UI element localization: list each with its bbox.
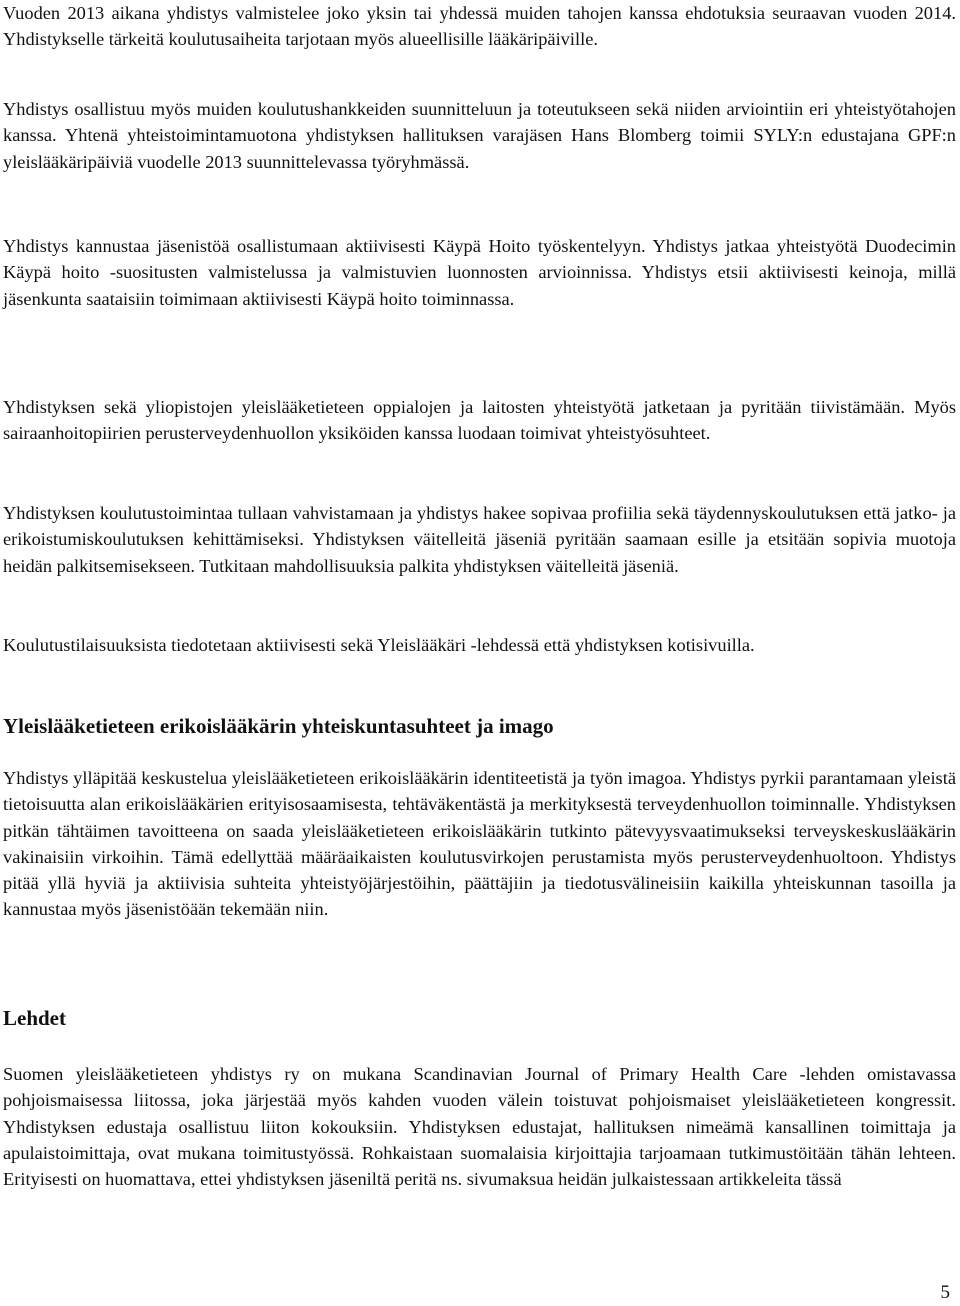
paragraph-koulutusaiheet: Vuoden 2013 aikana yhdistys valmistelee joko yksin tai yhdessä muiden tahojen kanssa ehdotuksia seuraavan vuoden 2014. Yhdistykselle tärkeitä koulutusaiheita tarjotaan myös alueellisille lääkäripäiville.: [3, 3, 956, 50]
paragraph-koulutustoiminta: Yhdistyksen koulutustoimintaa tullaan vahvistamaan ja yhdistys hakee sopivaa profiilia sekä täydennyskoulutuksen että jatko- ja erikoistumiskoulutuksen kehittämiseksi. Yhdistyksen väitelleitä jäseniä pyritään saamaan esille ja etsitään sopivia muotoja heidän palkitsemisekseen. Tutkitaan mahdollisuuksia palkita yhdistyksen väitelleitä jäseniä.: [3, 503, 956, 576]
paragraph-imago: Yhdistys ylläpitää keskustelua yleislääketieteen erikoislääkärin identiteetistä ja työn imagoa. Yhdistys pyrkii parantamaan yleistä tietoisuutta alan erikoislääkärien erityisosaamisesta, tehtäväkentästä ja merkityksestä terveydenhuollon toiminnalle. Yhdistyksen pitkän tähtäimen tavoitteena on saada yleislääketieteen erikoislääkärin tutkinto pätevyysvaatimukseksi terveyskeskuslääkärin vakinaisiin virkoihin. Tämä edellyttää määräaikaisten koulutusvirkojen perustamista myös perusterveydenhuoltoon. Yhdistys pitää yllä hyviä ja aktiivisia suhteita yhteistyöjärjestöihin, päättäjiin ja tiedotusvälineisiin kaikilla yhteiskunnan tasoilla ja kannustaa myös jäsenistöään tekemään niin.: [3, 768, 956, 920]
section-heading-yhteiskuntasuhteet: Yleislääketieteen erikoislääkärin yhteiskuntasuhteet ja imago: [3, 714, 554, 738]
paragraph-tiedottaminen: Koulutustilaisuuksista tiedotetaan aktiivisesti sekä Yleislääkäri -lehdessä että yhdistyksen kotisivuilla.: [3, 635, 755, 655]
paragraph-lehdet: Suomen yleislääketieteen yhdistys ry on mukana Scandinavian Journal of Primary Health Care -lehden omistavassa pohjoismaisessa liitossa, joka järjestää myös kahden vuoden välein toistuvat pohjoismaiset yleislääketieteen kongressit. Yhdistyksen edustaja osallistuu liiton kokouksiin. Yhdistyksen edustajat, hallituksen nimeämä kansallinen toimittaja ja apulaistoimittaja, ovat mukana toimitustyössä. Rohkaistaan suomalaisia kirjoittajia tarjoamaan tutkimustöitään tähän lehteen. Erityisesti on huomattava, ettei yhdistyksen jäseniltä peritä ns. sivumaksua heidän julkaistessaan artikkeleita tässä: [3, 1064, 956, 1190]
document-page: [3, 0, 956, 1306]
page-number: 5: [940, 1282, 950, 1303]
section-heading-lehdet: Lehdet: [3, 1006, 66, 1030]
paragraph-yliopistoyhteistyo: Yhdistyksen sekä yliopistojen yleislääketieteen oppialojen ja laitosten yhteistyötä jatketaan ja pyritään tiivistämään. Myös sairaanhoitopiirien perusterveydenhuollon yksiköiden kanssa luodaan toimivat yhteistyösuhteet.: [3, 397, 956, 444]
paragraph-kaypa-hoito: Yhdistys kannustaa jäsenistöä osallistumaan aktiivisesti Käypä Hoito työskentelyyn. Yhdistys jatkaa yhteistyötä Duodecimin Käypä hoito -suositusten valmistelussa ja valmistuvien luonnosten arvioinnissa. Yhdistys etsii aktiivisesti keinoja, millä jäsenkunta saataisiin toimimaan aktiivisesti Käypä hoito toiminnassa.: [3, 236, 956, 309]
paragraph-koulutushankkeet: Yhdistys osallistuu myös muiden koulutushankkeiden suunnitteluun ja toteutukseen sekä niiden arviointiin eri yhteistyötahojen kanssa. Yhtenä yhteistoimintamuotona yhdistyksen hallituksen varajäsen Hans Blomberg toimii SYLY:n edustajana GPF:n yleislääkäripäiviä vuodelle 2013 suunnittelevassa työryhmässä.: [3, 99, 956, 172]
